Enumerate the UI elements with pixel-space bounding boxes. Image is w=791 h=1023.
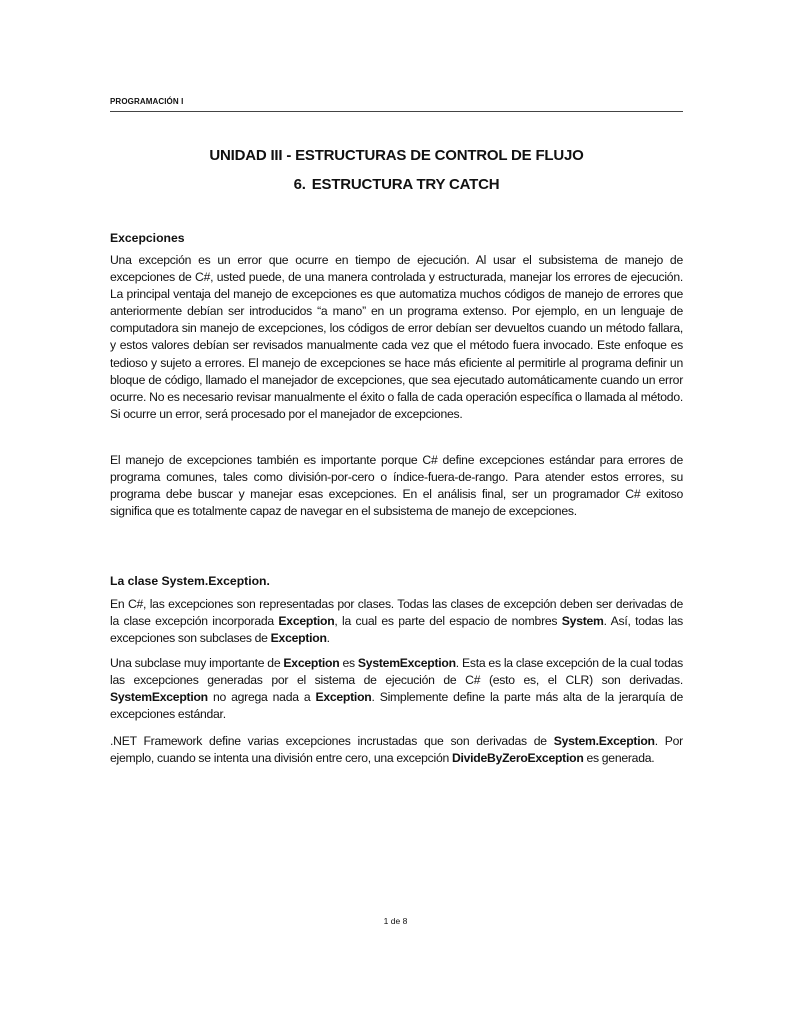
heading-excepciones: Excepciones	[110, 231, 185, 245]
page-number: 1 de 8	[383, 916, 408, 926]
text-run: Una subclase muy importante de	[110, 656, 284, 670]
section-number: 6.	[293, 176, 306, 193]
unit-title: UNIDAD III - ESTRUCTURAS DE CONTROL DE FLUJO	[209, 147, 584, 164]
bold-term: SystemException	[110, 690, 208, 705]
text-run: .	[326, 631, 330, 646]
paragraph-system-exception-1	[110, 596, 683, 647]
text-run: es generada.	[583, 751, 655, 766]
text-run: . Por ejemplo, cuando se intenta una división entre cero, una excepción	[110, 734, 683, 766]
bold-term: Exception	[315, 690, 372, 705]
paragraph-excepciones-1: Una excepción es un error que ocurre en tiempo de ejecución. Al usar el subsistema de manejo de excepciones de C#, usted puede, de una manera controlada y estructurada, manejar los errores de ejecución. La principal ventaja del manejo de excepciones es que automatiza muchos códigos de manejo de errores que anteriormente debían ser introducidos “a mano” en un programa extenso. Por ejemplo, en un lenguaje de computadora sin manejo de excepciones, los códigos de error debían ser devueltos cuando un método fallara, y estos valores debían ser revisados manualmente cada vez que el método fuera invocado. Este enfoque es tedioso y sujeto a errores. El manejo de excepciones se hace más eficiente al permitirle al programa definir un bloque de código, llamado el manejador de excepciones, que sea ejecutado automáticamente cuando un error ocurre. No es necesario revisar manualmente el éxito o falla de cada operación específica o llamada al método. Si ocurre un error, será procesado por el manejador de excepciones.	[110, 253, 683, 421]
text-run: En C#, las excepciones son representadas por clases. Todas las clases de excepción deben ser derivadas de la clase excepción incorporada	[110, 597, 683, 629]
paragraph-system-exception-3	[110, 733, 683, 767]
heading-system-exception: La clase System.Exception.	[110, 574, 270, 588]
text-run: es	[339, 656, 358, 670]
text-run: no agrega nada a	[207, 690, 316, 705]
paragraph-system-exception-2	[110, 655, 683, 723]
bold-term: Exception	[270, 631, 327, 646]
paragraph-excepciones-2: El manejo de excepciones también es importante porque C# define excepciones estándar para errores de programa comunes, tales como división-por-cero o índice-fuera-de-rango. Para atender estos errores, su programa debe buscar y manejar esas excepciones. En el análisis final, ser un programador C# exitoso significa que es totalmente capaz de navegar en el subsistema de manejo de excepciones.	[110, 453, 683, 519]
text-run: . Esta es la clase excepción de la cual todas las excepciones generadas por el sistema de ejecución de C# (esto es, el CLR) son derivadas.	[110, 656, 683, 688]
bold-term: SystemException	[357, 656, 456, 670]
page-header	[110, 97, 683, 112]
course-name: PROGRAMACIÓN I	[110, 97, 184, 106]
bold-term: System	[561, 614, 604, 629]
bold-term: System.Exception	[553, 734, 655, 748]
text-run: . Así, todas las excepciones son subclases de	[110, 614, 683, 646]
section-title	[110, 175, 683, 195]
text-run: , la cual es parte del espacio de nombres	[334, 614, 562, 629]
bold-term: Exception	[283, 656, 340, 670]
bold-term: Exception	[278, 614, 335, 629]
text-run: . Simplemente define la parte más alta de la jerarquía de excepciones estándar.	[110, 690, 683, 722]
bold-term: DivideByZeroException	[451, 751, 584, 766]
section-name: ESTRUCTURA TRY CATCH	[311, 176, 500, 193]
text-run: .NET Framework define varias excepciones incrustadas que son derivadas de	[110, 734, 554, 748]
